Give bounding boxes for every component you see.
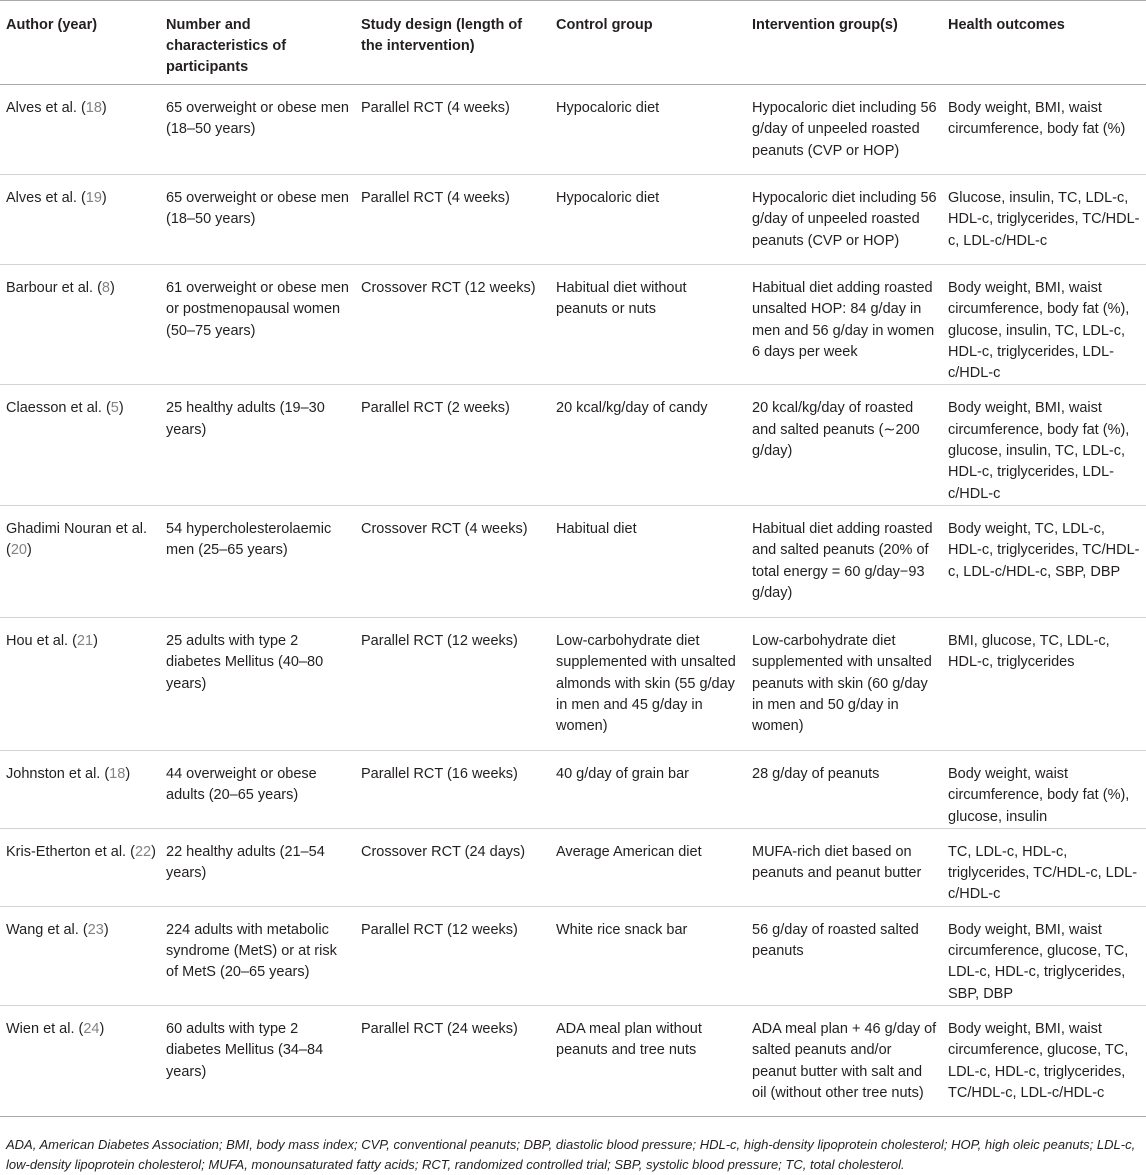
cell-design: Parallel RCT (16 weeks)	[361, 765, 518, 782]
cell-outcomes: Body weight, BMI, waist circumference, body fat (%), glucose, insulin, TC, LDL-c, HDL-c, triglycerides, LDL-c/HDL-c	[948, 280, 1130, 382]
table-row	[0, 175, 1146, 265]
cell-design: Parallel RCT (24 weeks)	[361, 1020, 518, 1037]
header-design: Study design (length of the intervention)	[361, 17, 523, 54]
cell-intervention: 56 g/day of roasted salted peanuts	[752, 921, 919, 960]
cell-intervention: Habitual diet adding roasted and salted peanuts (20% of total energy = 60 g/day−93 g/day)	[752, 520, 933, 601]
cell-control: Hypocaloric diet	[556, 190, 660, 206]
table-row	[0, 265, 1146, 385]
header-row	[0, 1, 1146, 85]
table-row	[0, 385, 1146, 505]
cell-intervention: 28 g/day of peanuts	[752, 765, 880, 782]
reference-link[interactable]: 22	[134, 843, 152, 860]
author-name: Wang et al. (	[6, 921, 88, 938]
author-close: )	[103, 921, 109, 938]
cell-intervention: Low-carbohydrate diet supplemented with unsalted peanuts with skin (60 g/day in men and 50 g/day in women)	[752, 632, 932, 735]
author-close: )	[101, 100, 107, 116]
table-row	[0, 617, 1146, 750]
cell-design: Parallel RCT (4 weeks)	[361, 190, 510, 206]
cell-participants: 65 overweight or obese men (18–50 years)	[166, 190, 349, 228]
cell-outcomes: Body weight, BMI, waist circumference, body fat (%), glucose, insulin, TC, LDL-c, HDL-c, triglycerides, LDL-c/HDL-c	[948, 400, 1130, 502]
cell-control: ADA meal plan without peanuts and tree nuts	[556, 1020, 702, 1059]
cell-author	[0, 175, 160, 265]
cell-author	[0, 505, 160, 617]
cell-design: Parallel RCT (12 weeks)	[361, 632, 518, 649]
cell-author	[0, 385, 160, 505]
reference-link[interactable]: 19	[85, 190, 102, 206]
cell-design: Crossover RCT (12 weeks)	[361, 280, 536, 296]
cell-control: White rice snack bar	[556, 921, 688, 938]
cell-author	[0, 1005, 160, 1116]
cell-control: Low-carbohydrate diet supplemented with unsalted almonds with skin (55 g/day in men and 45 g/day in women)	[556, 632, 736, 735]
cell-author	[0, 750, 160, 828]
author-name: Alves et al. (	[6, 100, 86, 116]
table-row	[0, 828, 1146, 906]
header-control: Control group	[556, 17, 653, 33]
author-name: Wien et al. (	[6, 1020, 84, 1037]
author-name: Alves et al. (	[6, 190, 86, 206]
cell-outcomes: BMI, glucose, TC, LDL-c, HDL-c, triglycerides	[948, 632, 1110, 671]
cell-outcomes: Body weight, waist circumference, body fat (%), glucose, insulin	[948, 765, 1130, 825]
cell-control: Habitual diet without peanuts or nuts	[556, 280, 687, 318]
cell-intervention: 20 kcal/kg/day of roasted and salted peanuts (∼200 g/day)	[752, 400, 920, 460]
author-name: Hou et al. (	[6, 632, 77, 649]
reference-link[interactable]: 20	[10, 542, 27, 559]
cell-author	[0, 265, 160, 385]
header-participants: Number and characteristics of participants	[166, 17, 287, 75]
author-name: Johnston et al. (	[6, 765, 110, 782]
cell-intervention: Hypocaloric diet including 56 g/day of unpeeled roasted peanuts (CVP or HOP)	[752, 100, 937, 159]
cell-participants: 25 adults with type 2 diabetes Mellitus (40–80 years)	[166, 632, 324, 692]
table-row	[0, 1005, 1146, 1116]
cell-author	[0, 617, 160, 750]
cell-intervention: Hypocaloric diet including 56 g/day of unpeeled roasted peanuts (CVP or HOP)	[752, 190, 937, 249]
cell-design: Parallel RCT (12 weeks)	[361, 921, 518, 938]
author-close: )	[93, 632, 98, 649]
author-close: )	[101, 190, 107, 206]
cell-design: Parallel RCT (4 weeks)	[361, 100, 510, 116]
reference-link[interactable]: 24	[83, 1020, 100, 1037]
cell-intervention: ADA meal plan + 46 g/day of salted peanuts and/or peanut butter with salt and oil (without other tree nuts)	[752, 1020, 937, 1101]
author-name: Kris-Etherton et al. (	[6, 843, 135, 860]
cell-control: Habitual diet	[556, 520, 637, 537]
cell-participants: 224 adults with metabolic syndrome (MetS) or at risk of MetS (20–65 years)	[166, 921, 337, 981]
header-author: Author (year)	[6, 17, 98, 33]
cell-participants: 61 overweight or obese men or postmenopausal women (50–75 years)	[166, 280, 349, 339]
table-body	[0, 85, 1146, 1117]
reference-link[interactable]: 23	[87, 921, 104, 938]
cell-intervention: MUFA-rich diet based on peanuts and peanut butter	[752, 843, 922, 882]
table-row	[0, 906, 1146, 1005]
cell-participants: 65 overweight or obese men (18–50 years)	[166, 100, 349, 138]
cell-control: Average American diet	[556, 843, 702, 860]
table-header	[0, 1, 1146, 85]
cell-author	[0, 906, 160, 1005]
cell-control: 20 kcal/kg/day of candy	[556, 400, 708, 417]
table-row	[0, 505, 1146, 617]
table-row	[0, 750, 1146, 828]
cell-design: Parallel RCT (2 weeks)	[361, 400, 510, 417]
cell-outcomes: Glucose, insulin, TC, LDL-c, HDL-c, triglycerides, TC/HDL-c, LDL-c/HDL-c	[948, 190, 1140, 249]
cell-outcomes: Body weight, BMI, waist circumference, body fat (%)	[948, 100, 1126, 138]
table-footnote: ADA, American Diabetes Association; BMI, body mass index; CVP, conventional peanuts; DBP, diastolic blood pressure; HDL-c, high-density lipoprotein cholesterol; HOP, high oleic peanuts; LDL-c, low-density lipoprotein cholesterol; MUFA, monounsaturated fatty acids; RCT, randomized controlled trial; SBP, systolic blood pressure; TC, total cholesterol.	[6, 1136, 1136, 1172]
cell-participants: 60 adults with type 2 diabetes Mellitus (34–84 years)	[166, 1020, 324, 1080]
cell-outcomes: Body weight, BMI, waist circumference, glucose, TC, LDL-c, HDL-c, triglycerides, TC/HDL-c, LDL-c/HDL-c	[948, 1020, 1129, 1101]
cell-author	[0, 85, 160, 175]
cell-control: Hypocaloric diet	[556, 100, 660, 116]
reference-link[interactable]: 18	[85, 100, 102, 116]
cell-author	[0, 828, 160, 906]
cell-design: Crossover RCT (24 days)	[361, 843, 526, 860]
cell-intervention: Habitual diet adding roasted unsalted HOP: 84 g/day in men and 56 g/day in women 6 days per week	[752, 280, 935, 360]
author-close: )	[26, 542, 32, 559]
author-name: Claesson et al. (	[6, 400, 111, 417]
cell-outcomes: TC, LDL-c, HDL-c, triglycerides, TC/HDL-c, LDL-c/HDL-c	[948, 843, 1138, 903]
cell-outcomes: Body weight, BMI, waist circumference, glucose, TC, LDL-c, HDL-c, triglycerides, SBP, DBP	[948, 921, 1129, 1002]
cell-design: Crossover RCT (4 weeks)	[361, 520, 528, 537]
author-name: Ghadimi Nouran et al. (	[6, 520, 148, 559]
author-close: )	[99, 1020, 105, 1037]
reference-link[interactable]: 8	[101, 280, 110, 296]
table-row	[0, 85, 1146, 175]
cell-participants: 54 hypercholesterolaemic men (25–65 years)	[166, 520, 332, 559]
author-close: )	[110, 280, 115, 296]
reference-link[interactable]: 18	[109, 765, 126, 782]
header-outcomes: Health outcomes	[948, 17, 1065, 33]
reference-link[interactable]: 5	[110, 400, 119, 417]
cell-participants: 44 overweight or obese adults (20–65 years)	[166, 765, 317, 804]
header-intervention: Intervention group(s)	[752, 17, 898, 33]
reference-link[interactable]: 21	[76, 632, 94, 649]
author-close: )	[151, 843, 156, 860]
author-name: Barbour et al. (	[6, 280, 102, 296]
cell-control: 40 g/day of grain bar	[556, 765, 690, 782]
cell-participants: 25 healthy adults (19–30 years)	[166, 400, 325, 438]
author-close: )	[125, 765, 131, 782]
cell-participants: 22 healthy adults (21–54 years)	[166, 843, 325, 882]
author-close: )	[118, 400, 124, 417]
cell-outcomes: Body weight, TC, LDL-c, HDL-c, triglycerides, TC/HDL-c, LDL-c/HDL-c, SBP, DBP	[948, 520, 1140, 580]
